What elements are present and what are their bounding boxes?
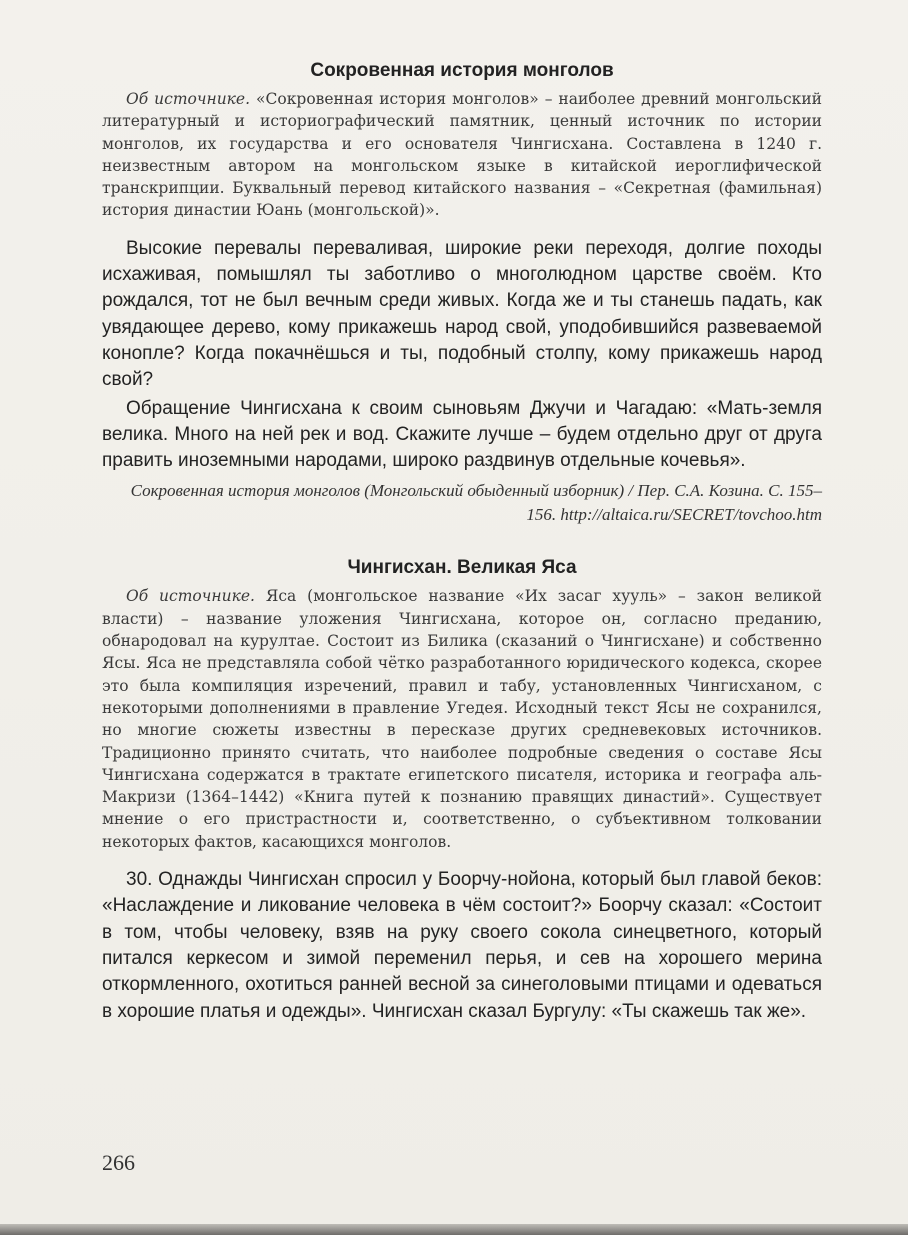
page-number: 266	[102, 1150, 135, 1175]
page-content	[102, 60, 822, 1025]
source-note-label: Об источнике.	[126, 587, 255, 606]
excerpt-paragraph: 30. Однажды Чингисхан спросил у Боорчу-нойона, который был главой беков: «Наслаждение и ликование человека в чём состоит?» Боорчу сказал: «Состоит в том, чтобы человеку, взяв на руку своего сокола синецветного, который питался керкесом и зимой переменил перья, и сев на хорошего мерина откормленного, охотиться ранней весной за синеголовыми птицами и одеваться в хорошие платья и одежды». Чингисхан сказал Бургулу: «Ты скажешь так же».	[102, 869, 822, 1022]
source-note-secret-history	[102, 88, 822, 222]
section-title-yasa: Чингисхан. Великая Яса	[347, 557, 577, 579]
excerpt-paragraph: Обращение Чингисхана к своим сыновьям Джучи и Чагадаю: «Мать-земля велика. Много на ней рек и вод. Скажите лучше – будем отдельно друг от друга править иноземными народами, широко раздвинув отдельные кочевья».	[102, 397, 822, 472]
source-note-yasa	[102, 585, 822, 853]
page-bottom-edge	[0, 1224, 908, 1235]
excerpt-paragraph: Высокие перевалы переваливая, широкие реки переходя, долгие походы исхаживая, помышлял ты заботливо о многолюдном царстве своём. Кто рождался, тот не был вечным среди живых. Когда же и ты станешь падать, как увядающее дерево, кому прикажешь народ свой, уподобившийся развеваемой конопле? Когда покачнёшься и ты, подобный столпу, кому прикажешь народ свой?	[102, 237, 822, 391]
section-title-secret-history: Сокровенная история монголов	[310, 60, 614, 81]
source-note-text: «Сокровенная история монголов» – наиболее древний монгольский литературный и историографический памятник, ценный источник по истории монголов, их государства и его основателя Чингисхана. Составлена в 1240 г. неизвестным автором на монгольском языке в китайской иероглифической транскрипции. Буквальный перевод китайского названия – «Секретная (фамильная) история династии Юань (монгольской)».	[102, 90, 823, 220]
source-note-text: Яса (монгольское название «Их засаг хууль» – закон великой власти) – название уложения Чингисхана, которое он, согласно преданию, обнародовал на курултае. Состоит из Билика (сказаний о Чингисхане) и собственно Ясы. Яса не представляла собой чётко разработанного юридического кодекса, скорее это была компиляция изречений, правил и табу, установленных Чингисханом, с некоторыми дополнениями в правление Угедея. Исходный текст Ясы не сохранился, но многие сюжеты известны в пересказе других средневековых источников. Традиционно принято считать, что наиболее подробные сведения о составе Ясы Чингисхана содержатся в трактате египетского писателя, историка и географа аль-Макризи (1364–1442) «Книга путей к познанию правящих династий». Существует мнение о его пристрастности и, соответственно, о субъективном толковании некоторых фактов, касающихся монголов.	[102, 587, 822, 851]
source-note-label: Об источнике.	[126, 90, 251, 108]
citation-secret-history: Сокровенная история монголов (Монгольский обыденный изборник) / Пер. С.А. Козина. С. 155–156. http://altaica.ru/SECRET/tovchoo.htm	[130, 481, 822, 525]
